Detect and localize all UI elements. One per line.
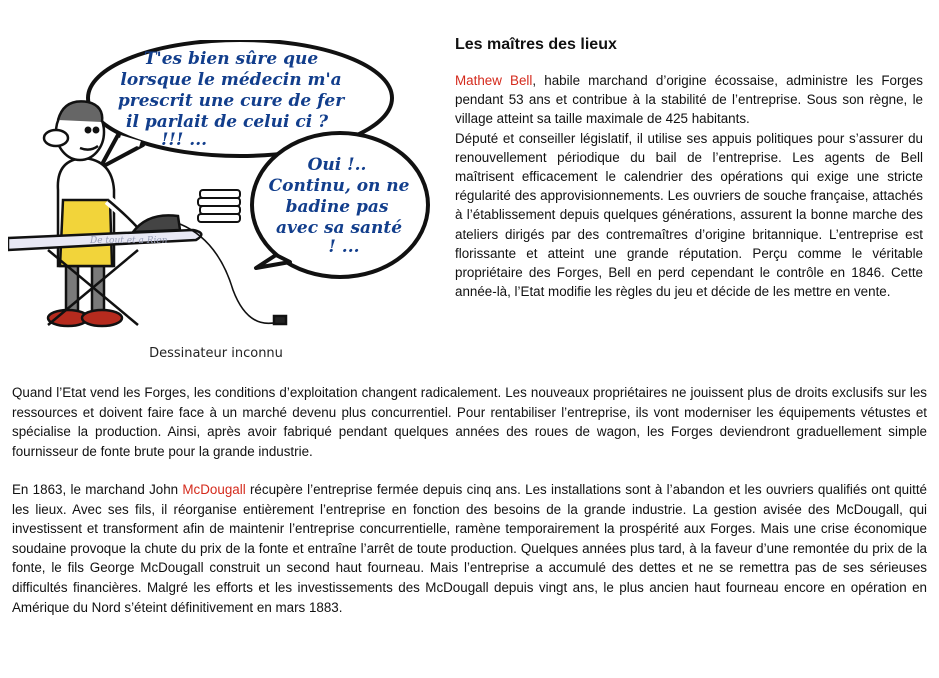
bubble2-line: Oui !.. <box>307 155 367 175</box>
speech-bubble-2 <box>252 133 428 277</box>
board-label: De tout et a Rien <box>90 236 168 246</box>
bubble1-line: T'es bien sûre que <box>143 49 319 69</box>
bubble1-line: !!! ... <box>160 130 208 150</box>
intro-paragraph <box>455 71 923 301</box>
bubble2-line: Continu, on ne <box>268 176 410 196</box>
bubble1-line: prescrit une cure de fer <box>117 91 345 111</box>
section-title: Les maîtres des lieux <box>455 36 617 53</box>
bubble2-line: ! ... <box>328 237 360 257</box>
paragraph-sale: Quand l’Etat vend les Forges, les conditions d’exploitation changent radicalement. Les nouveaux propriétaires ne jouissent plus de droits exclusifs sur les ressources et doivent faire face à un marché devenu plus concurrentiel. Pour rentabiliser l’entreprise, ils vont moderniser les équipements vétustes et spécialise la production. Ainsi, après avoir fabriqué pendant quelques années des roues de wagon, les Forges deviendront graduellement simple fournisseur de fonte brute pour la grande industrie. <box>12 385 927 459</box>
paragraph-text: récupère l’entreprise fermée depuis cinq ans. Les installations sont à l’abandon et les ouvriers qualifiés ont quitté les lieux. Avec ses fils, il réorganise entièrement l’entreprise en fonction des besoins de la grande industrie. La gestion avisée des McDougall, qui investissent et transforment afin de maintenir l’entreprise concurrentielle, ramène temporairement la prospérité aux Forges. Mais une crise économique soudaine provoque la chute du prix de la fonte et entraîne l’arrêt de toute production. Quelques années plus tard, à la faveur d’une remontée du prix de la fonte, le fils George McDougall construit un second haut fourneau. Mais l’entreprise a accumulé des dettes et ne se remettra pas de ses sérieuses difficultés financières. Malgré les efforts et les investissements des McDougall depuis vingt ans, le plus ancien haut fourneau encore en opération en Amérique du Nord s’éteint définitivement en mars 1883. <box>12 482 927 615</box>
bubble1-line: il parlait de celui ci ? <box>126 112 329 132</box>
ironing-board <box>8 215 286 325</box>
paragraph-text: Député et conseiller législatif, il utilise ses appuis politiques pour s’assurer du renouvellement périodique du bail de l’entreprise. Les agents de Bell maîtrisent efficacement le calendrier des opérations qui exige une stricte régularité des approvisionnements. Les ouvriers de souche française, attachés à l’établissement depuis quelques générations, assurent la bonne marche des ateliers dirigés par des contremaîtres d’origine britannique. L’entreprise est florissante et atteint une grande réputation. Perçu comme le véritable propriétaire des Forges, Bell en perd cependant le contrôle en 1846. Cette année-là, l’Etat modifie les règles du jeu et décide de les mettre en vente. <box>455 130 923 300</box>
bubble2-line: avec sa santé <box>275 218 403 238</box>
illustration-caption: Dessinateur inconnu <box>149 346 283 361</box>
person-name-bell: Mathew Bell <box>455 73 533 88</box>
paragraph-mcdougall <box>12 480 927 617</box>
bubble2-line: badine pas <box>285 197 389 217</box>
paragraph-text: , habile marchand d’origine écossaise, administre les Forges pendant 53 ans et contribue à la stabilité de l’entreprise. Sous son règne, le village atteint sa taille maximale de 425 habitants. <box>455 73 924 127</box>
cartoon-illustration <box>8 40 440 340</box>
bubble1-line: lorsque le médecin m'a <box>120 70 342 90</box>
laundry-stack <box>198 190 240 222</box>
person-name-mcdougall: McDougall <box>182 482 246 497</box>
paragraph-text: En 1863, le marchand John <box>12 482 183 497</box>
